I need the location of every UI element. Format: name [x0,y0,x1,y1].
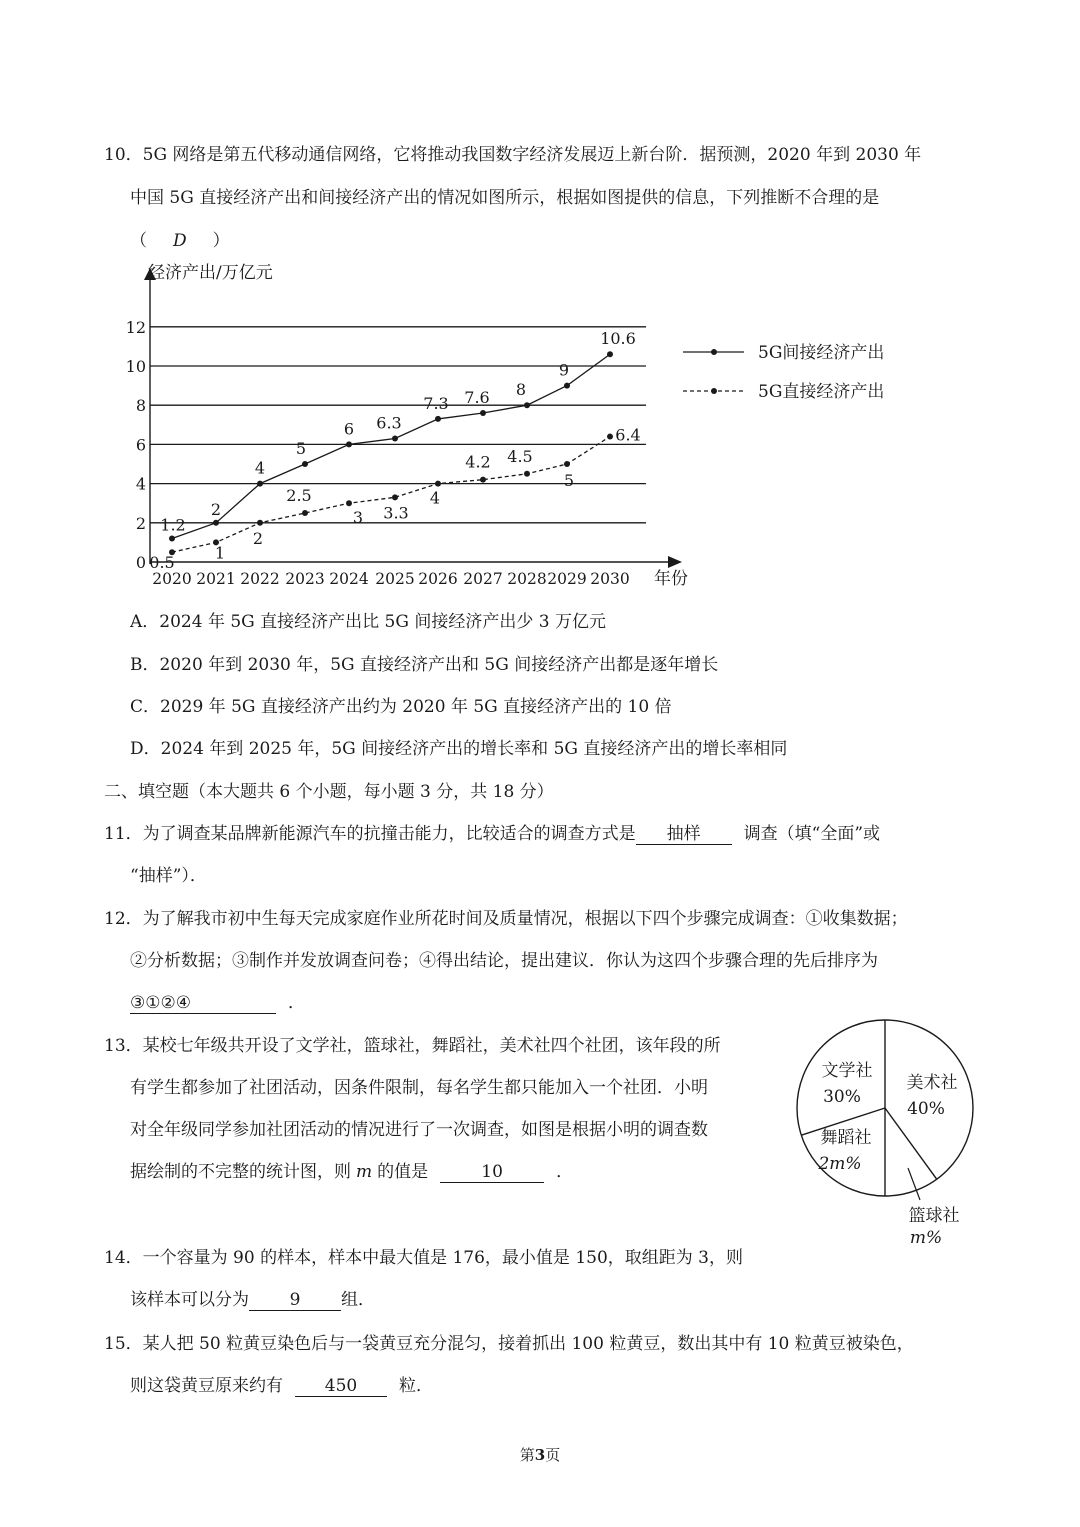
q15-answer-blank: 450 [295,1378,387,1397]
data-point [169,535,175,541]
data-point [524,402,530,408]
data-label: 6.4 [615,425,641,445]
q15-line1: 15．某人把 50 粒黄豆染色后与一袋黄豆充分混匀，接着抓出 100 粒黄豆，数出其中有 10 粒黄豆被染色， [104,1334,914,1354]
data-point [564,383,570,389]
pie-slice-name: 篮球社 [908,1206,960,1226]
q11-line1 [104,819,880,845]
data-point [564,461,570,467]
pie-slice-name: 舞蹈社 [820,1128,872,1148]
q12-line2: ②分析数据；③制作并发放调查问卷；④得出结论，提出建议．你认为这四个步骤合理的先后排序为 [130,951,878,971]
q10-option-d: D．2024 年到 2025 年，5G 间接经济产出的增长率和 5G 直接经济产出的增长率相同 [130,739,788,759]
y-tick-label: 12 [125,317,146,337]
q15-line2 [130,1371,433,1397]
paren-close: ） [212,231,230,251]
data-label: 10.6 [600,329,636,349]
data-point [302,510,308,516]
y-tick-label: 2 [135,513,146,533]
q13-stem: 据绘制的不完整的统计图，则 [130,1162,351,1182]
data-point [607,351,613,357]
x-tick-label: 2025 [375,570,415,588]
x-tick-label: 2029 [547,570,587,588]
data-label: 2 [252,528,264,548]
q13-line1: 13．某校七年级共开设了文学社，篮球社，舞蹈社，美术社四个社团，该年段的所 [104,1036,721,1056]
q14-line1: 14．一个容量为 90 的样本，样本中最大值是 176，最小值是 150，取组距为 3，则 [104,1248,743,1268]
data-label: 4.5 [507,446,533,466]
q13-answer-blank: 10 [440,1164,544,1183]
page-number: 3 [534,1446,546,1464]
q10-answer: D [173,231,187,251]
legend-marker [711,388,717,394]
data-point [607,434,613,440]
x-tick-label: 2030 [590,570,630,588]
q10-option-c: C．2029 年 5G 直接经济产出约为 2020 年 5G 直接经济产出的 10 倍 [130,697,672,717]
data-label: 5 [295,439,307,458]
data-label: 1.2 [160,515,186,535]
x-tick-label: 2020 [152,570,192,588]
data-label: 1 [214,543,226,563]
pie-slice-name: 文学社 [821,1061,873,1081]
y-tick-label: 6 [135,435,146,455]
data-label: 6.3 [376,413,402,433]
q13-line4 [130,1157,573,1183]
y-axis-label: 经济产出/万亿元 [148,263,273,283]
footer-pre: 第 [519,1446,535,1464]
data-point [480,410,486,416]
data-label: 7.6 [464,388,490,408]
data-label: 3 [352,508,364,528]
data-point [392,436,398,442]
q12-answer-blank: ③①②④ [130,995,276,1014]
x-tick-label: 2027 [463,570,503,588]
x-axis-label: 年份 [654,569,688,589]
q10-stem-line1: 10．5G 网络是第五代移动通信网络，它将推动我国数字经济发展迈上新台阶．据预测，2020 年到 2030 年 [104,145,922,165]
q14-line2 [130,1285,375,1311]
pie-chart [780,1010,1000,1255]
paren-open: （ [130,231,147,251]
data-point [257,520,263,526]
y-tick-label: 0 [135,553,146,572]
data-label: 4 [429,488,441,508]
q10-option-a: A．2024 年 5G 直接经济产出比 5G 间接经济产出少 3 万亿元 [130,612,606,632]
x-tick-label: 2023 [285,570,325,588]
x-tick-label: 2028 [507,570,547,588]
x-tick-label: 2026 [418,570,458,588]
data-label: 9 [558,360,570,380]
q13-line2: 有学生都参加了社团活动，因条件限制，每名学生都只能加入一个社团．小明 [130,1078,708,1098]
q14-stem: 该样本可以分为 [130,1290,249,1310]
page-footer [0,1444,1080,1465]
pie-slice-name: 美术社 [906,1073,958,1093]
q15-stem: 则这袋黄豆原来约有 [130,1376,283,1396]
pie-leader-line [908,1168,920,1200]
data-label: 6 [343,419,355,439]
legend-label: 5G间接经济产出 [758,343,885,363]
pie-slice-percent: 40% [907,1099,945,1119]
x-tick-label: 2024 [329,570,369,588]
data-label: 8 [515,380,527,400]
legend-label: 5G直接经济产出 [758,382,885,402]
data-point [524,471,530,477]
q13-variable: m [356,1162,373,1182]
q15-end: 粒． [399,1376,433,1396]
x-axis-arrow [668,556,682,568]
y-tick-label: 10 [125,357,146,376]
data-label: 0.5 [149,553,175,573]
x-tick-label: 2022 [240,570,280,588]
data-point [480,477,486,483]
data-label: 4 [254,458,266,478]
section-title: 二、填空题（本大题共 6 个小题，每小题 3 分，共 18 分） [104,782,554,802]
line-chart [0,250,1080,595]
q12-line1: 12．为了解我市初中生每天完成家庭作业所花时间及质量情况，根据以下四个步骤完成调查：①收集数据； [104,909,908,929]
data-label: 3.3 [383,503,409,523]
q14-answer-blank: 9 [249,1292,341,1311]
pie-slice-percent: 2m% [818,1154,862,1174]
series-line-direct [172,437,610,553]
q12-end: ． [288,993,305,1013]
footer-post: 页 [545,1446,561,1464]
q11-line2: “抽样”）． [130,866,207,886]
data-label: 2.5 [286,486,312,505]
data-label: 2 [210,499,222,519]
q11-answer-blank: 抽样 [636,826,732,845]
y-tick-label: 8 [135,396,146,416]
data-point [213,520,219,526]
x-tick-label: 2021 [196,570,236,588]
q11-stem: 11．为了调查某品牌新能源汽车的抗撞击能力，比较适合的调查方式是 [104,824,636,844]
data-point [435,481,441,487]
q10-answer-paren [130,226,230,251]
data-label: 7.3 [423,393,449,413]
pie-slice-percent: m% [909,1228,943,1248]
q10-stem-line2: 中国 5G 直接经济产出和间接经济产出的情况如图所示，根据如图提供的信息，下列推断不合理的是 [130,188,880,208]
data-label: 5 [563,471,575,490]
q10-option-b: B．2020 年到 2030 年，5G 直接经济产出和 5G 间接经济产出都是逐年增长 [130,655,719,675]
pie-slice-percent: 30% [823,1087,861,1107]
data-point [346,500,352,506]
data-label: 4.2 [465,452,491,472]
data-point [346,441,352,447]
data-point [435,416,441,422]
q13-stem-mid: 的值是 [377,1162,429,1182]
q13-end: ． [556,1162,574,1182]
q13-line3: 对全年级同学参加社团活动的情况进行了一次调查，如图是根据小明的调查数 [130,1120,708,1140]
q11-stem-tail: 调查（填“全面”或 [743,824,881,844]
y-tick-label: 4 [135,474,146,494]
data-point [257,481,263,487]
data-point [302,461,308,467]
q12-line3 [130,988,305,1014]
legend-marker [711,349,717,355]
q14-end: 组． [341,1290,375,1310]
data-point [392,494,398,500]
